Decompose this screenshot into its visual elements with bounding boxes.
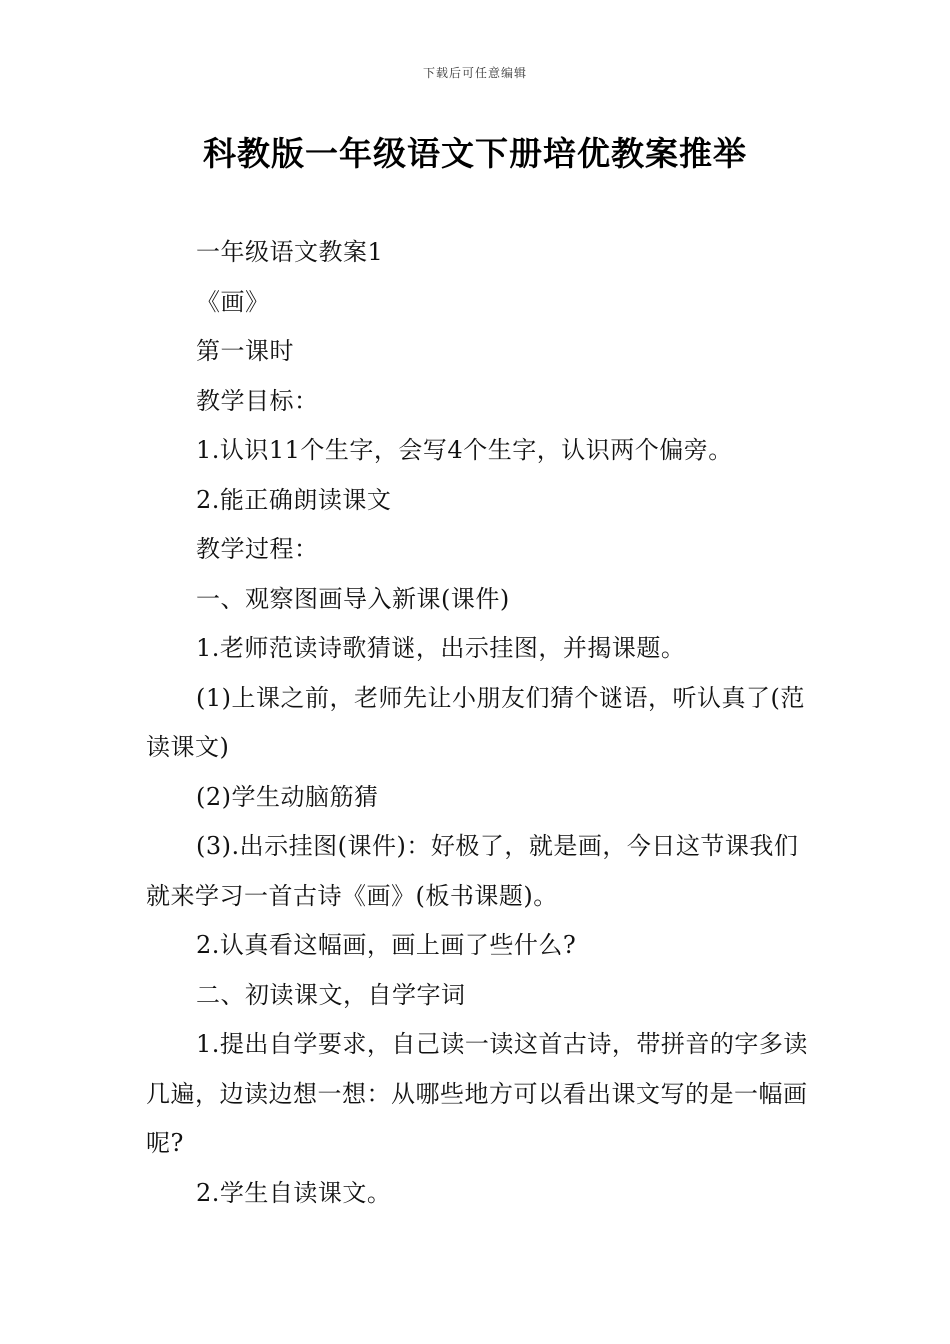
- paragraph: 《画》: [196, 287, 270, 316]
- document-body: [146, 228, 808, 1218]
- paragraph: 一、观察图画导入新课(课件): [196, 584, 510, 613]
- paragraph: 教学过程：: [196, 535, 319, 563]
- paragraph: (1)上课之前，老师先让小朋友们猜个谜语，听认真了(范读课文): [146, 683, 805, 761]
- paragraph: 第一课时: [196, 337, 294, 365]
- paragraph: (2)学生动脑筋猜: [196, 782, 379, 811]
- paragraph: 二、初读课文，自学字词: [196, 980, 466, 1009]
- paragraph: 一年级语文教案1: [196, 238, 384, 266]
- paragraph: 1.认识11个生字，会写4个生字，认识两个偏旁。: [196, 436, 733, 464]
- paragraph: 教学目标：: [196, 386, 319, 415]
- paragraph: 1.提出自学要求，自己读一读这首古诗，带拼音的字多读几遍，边读边想一想：从哪些地方可以看出课文写的是一幅画呢?: [146, 1030, 808, 1157]
- paragraph: 2.学生自读课文。: [196, 1178, 392, 1207]
- paragraph: (3).出示挂图(课件)：好极了，就是画，今日这节课我们就来学习一首古诗《画》(板书课题)。: [146, 832, 799, 910]
- paragraph: 1.老师范读诗歌猜谜，出示挂图，并揭课题。: [196, 634, 686, 662]
- paragraph: 2.能正确朗读课文: [196, 485, 392, 514]
- header-note: 下载后可任意编辑: [422, 66, 527, 80]
- document-title: 科教版一年级语文下册培优教案推举: [203, 134, 747, 173]
- paragraph: 2.认真看这幅画，画上画了些什么?: [196, 931, 577, 959]
